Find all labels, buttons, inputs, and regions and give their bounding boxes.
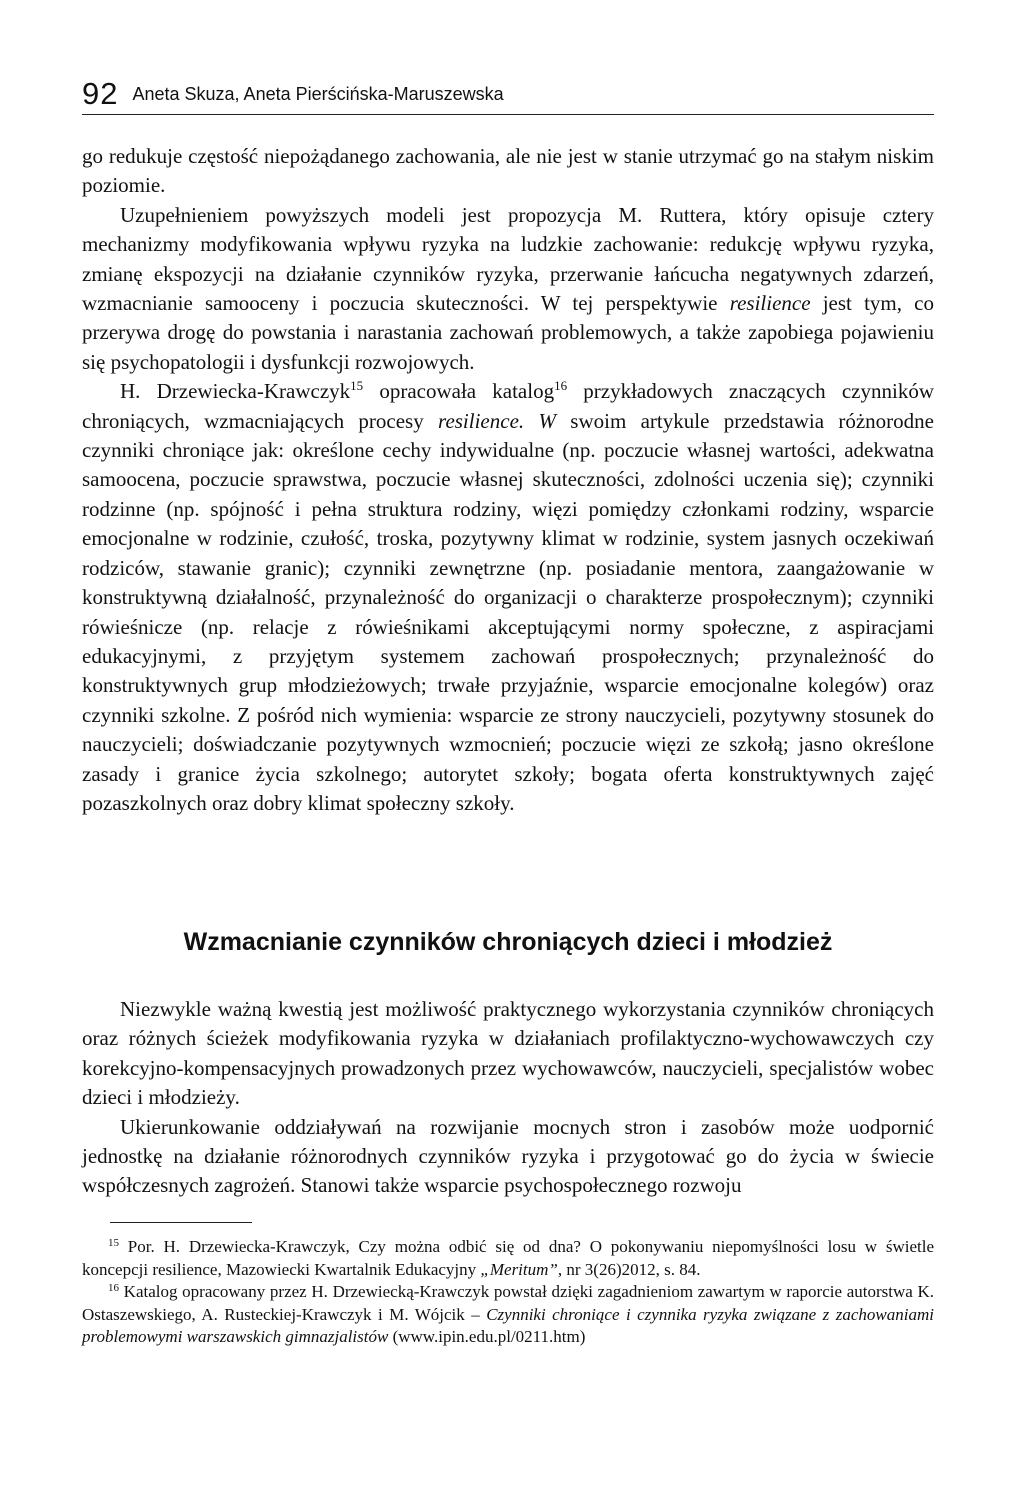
running-header <box>82 74 934 115</box>
body-text-lower <box>82 995 934 1201</box>
paragraph-3-italic: resilience. W <box>438 408 556 433</box>
paragraph-5: Ukierunkowanie oddziaływań na rozwijanie mocnych stron i zasobów może uodpornić jednostkę na działanie różnorodnych czynników ryzyka i przygotować go do życia w świecie współczesnych zagrożeń. Stanowi także wsparcie psychospołecznego rozwoju <box>82 1114 934 1198</box>
page-number: 92 <box>82 76 119 111</box>
paragraph-2-text-b: jest tym, co przerywa drogę do powstania i narastania zachowań problemowych, a także zapobiega pojawieniu się psychopatologii i dysfunkcji rozwojowych. <box>82 291 934 374</box>
paragraph-2 <box>82 201 934 377</box>
footnote-ref-15[interactable]: 15 <box>350 378 364 394</box>
running-header-authors: Aneta Skuza, Aneta Pierścińska-Maruszewska <box>132 84 504 104</box>
paragraph-2-text-a: Uzupełnieniem powyższych modeli jest propozycja M. Ruttera, który opisuje cztery mechanizmy modyfikowania wpływu ryzyka na ludzkie zachowanie: redukcję wpływu ryzyka, zmianę ekspozycji na działanie czynników ryzyka, przerwanie łańcucha negatywnych zdarzeń, wzmacnianie samooceny i poczucia skuteczności. W tej perspektywie <box>82 202 934 316</box>
paragraph-3-text-d: swoim artykule przedstawia różnorodne czynniki chroniące jak: określone cechy indywidualne (np. poczucie własnej wartości, adekwatna samoocena, poczucie sprawstwa, poczucie własnej skuteczności, zdolności uczenia się); czynniki rodzinne (np. spójność i pełna struktura rodziny, więzi pomiędzy członkami rodziny, wsparcie emocjonalne w rodzinie, czułość, troska, pozytywny klimat w rodzinie, system jasnych oczekiwań rodziców, stawanie granic); czynniki zewnętrzne (np. posiadanie mentora, zaangażowanie w konstruktywną działalność, przynależność do organizacji o charakterze prospołecznym); czynniki rówieśnicze (np. relacje z rówieśnikami akceptującymi normy społeczne, z aspiracjami edukacyjnymi, z przyjętym systemem zachowań prospołecznych; przynależność do konstruktywnych grup młodzieżowych; trwałe przyjaźnie, wsparcie emocjonalne kolegów) oraz czynniki szkolne. Z pośród nich wymienia: wsparcie ze strony nauczycieli, pozytywny stosunek do nauczycieli; doświadczanie pozytywnych wzmocnień; poczucie więzi ze szkołą; jasno określone zasady i granice życia szkolnego; autorytet szkoły; bogata oferta konstruktywnych zajęć pozaszkolnych oraz dobry klimat społeczny szkoły. <box>82 408 934 815</box>
footnote-15-text-b: , nr 3(26)2012, s. 84. <box>557 1259 701 1279</box>
paragraph-3-text-a: H. Drzewiecka-Krawczyk <box>120 379 351 404</box>
resilience-term: resilience <box>729 291 811 316</box>
paragraph-3-text-c: przykładowych znaczących czynników chroniących, wzmacniających procesy <box>82 379 934 433</box>
footnotes <box>82 1236 934 1349</box>
footnote-ref-16[interactable]: 16 <box>554 378 568 394</box>
paragraph-3 <box>82 377 934 818</box>
footnote-15-italic: „Meritum” <box>480 1259 558 1279</box>
footnote-15-text-a: Por. H. Drzewiecka-Krawczyk, Czy można odbić się od dna? O pokonywaniu niepomyślności losu w świetle koncepcji resilience, Mazowiecki Kwartalnik Edukacyjny <box>82 1237 934 1279</box>
section-heading: Wzmacnianie czynników chroniących dzieci i młodzież <box>183 928 833 956</box>
footnote-16-marker: 16 <box>108 1282 119 1294</box>
footnote-16-text-a: Katalog opracowany przez H. Drzewiecką-Krawczyk powstał dzięki zagadnieniom zawartym w raporcie autorstwa K. Ostaszewskiego, A. Rusteckiej-Krawczyk i M. Wójcik – <box>82 1282 934 1324</box>
body-text-upper <box>82 142 934 818</box>
footnote-16 <box>82 1281 934 1349</box>
footnote-16-italic: Czynniki chroniące i czynnika ryzyka związane z zachowaniami problemowymi warszawskich gimnazjalistów <box>82 1304 934 1346</box>
footnote-15 <box>82 1236 934 1281</box>
paragraph-3-text-b: opracowała katalog <box>363 379 555 404</box>
paragraph-1: go redukuje częstość niepożądanego zachowania, ale nie jest w stanie utrzymać go na stałym niskim poziomie. <box>82 144 934 198</box>
footnote-16-text-b: (www.ipin.edu.pl/0211.htm) <box>388 1327 586 1346</box>
footnote-separator <box>110 1222 252 1223</box>
footnote-15-marker: 15 <box>108 1237 119 1249</box>
paragraph-4: Niezwykle ważną kwestią jest możliwość praktycznego wykorzystania czynników chroniących oraz różnych ścieżek modyfikowania ryzyka w działaniach profilaktyczno-wychowawczych czy korekcyjno-kompensacyjnych prowadzonych przez wychowawców, nauczycieli, specjalistów wobec dzieci i młodzieży. <box>82 997 934 1110</box>
